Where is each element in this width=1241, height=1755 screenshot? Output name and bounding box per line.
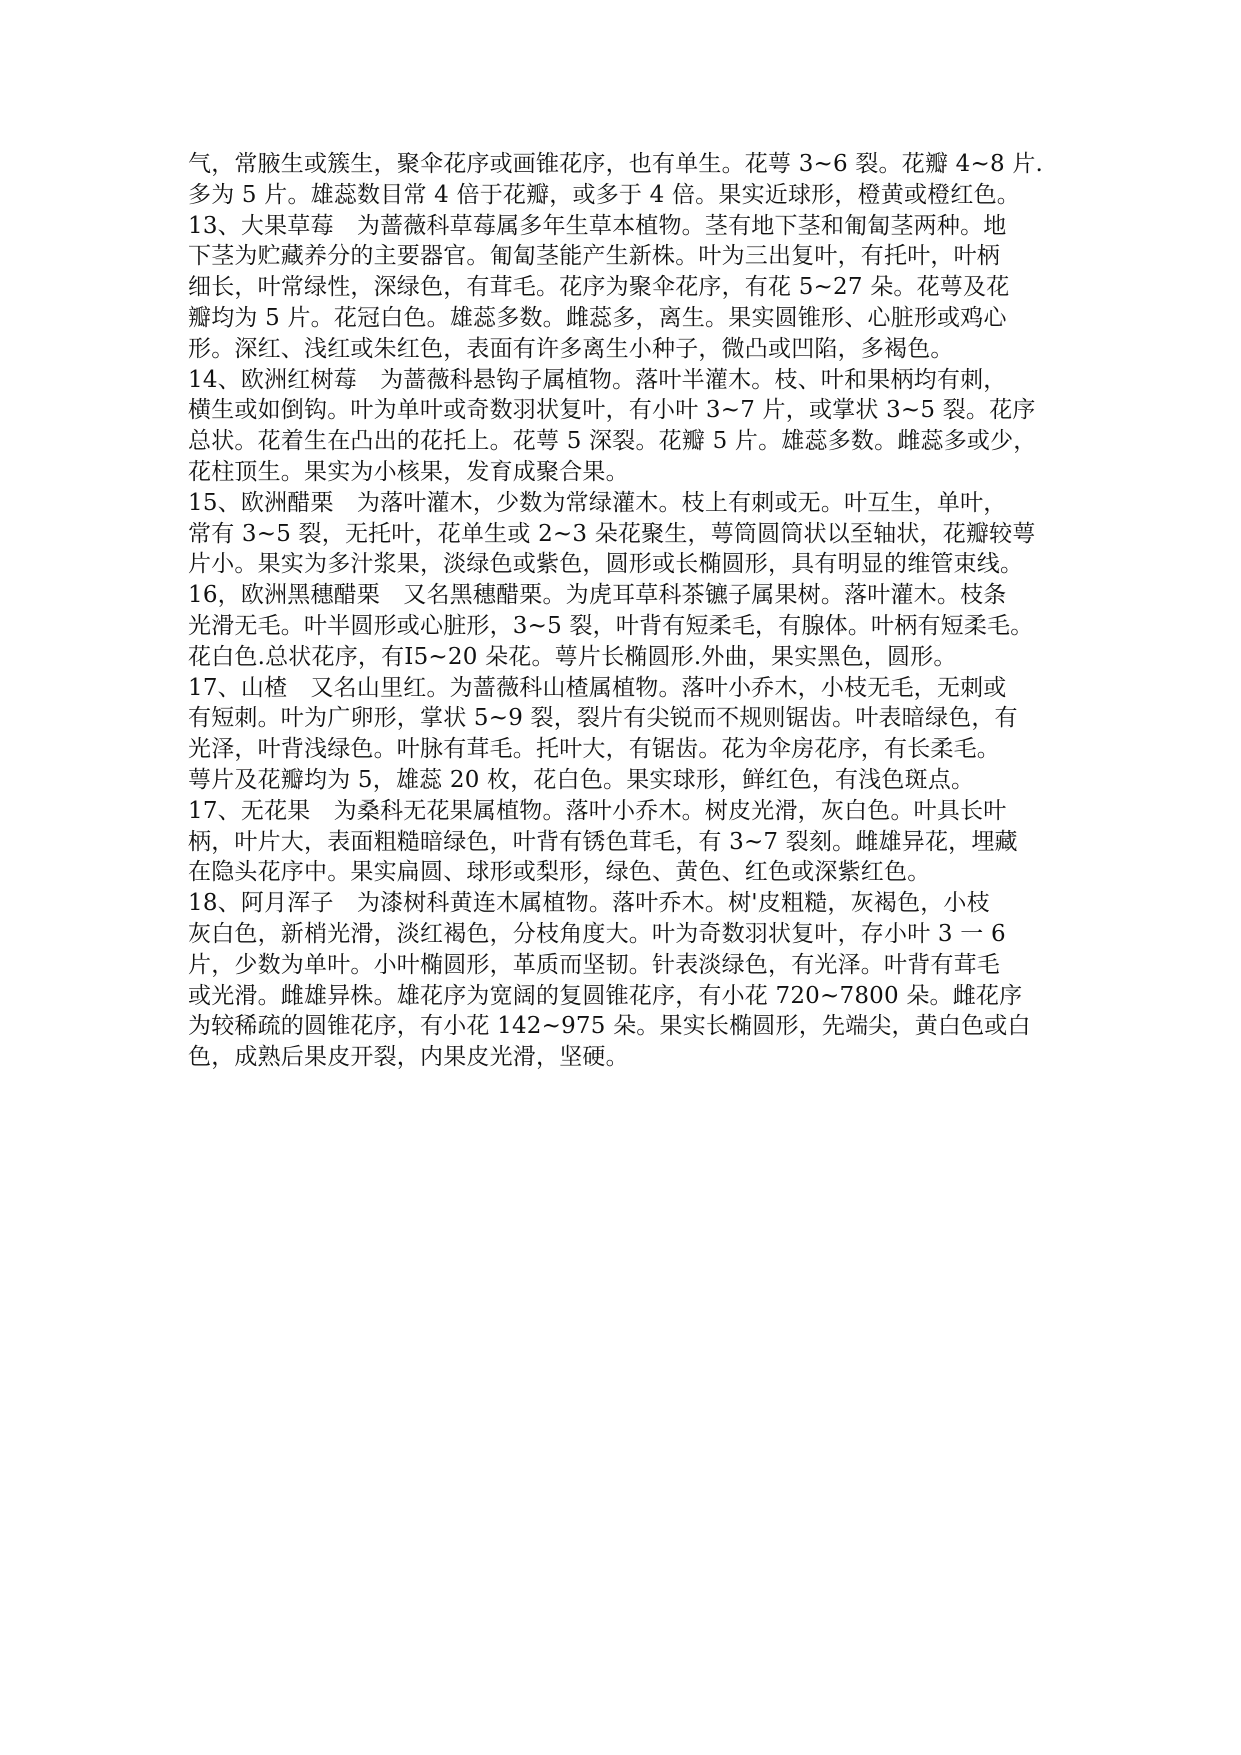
text-line: 花白色.总状花序，有Ⅰ5~20 朵花。萼片长椭圆形.外曲，果实黑色，圆形。 [188,643,957,670]
text-line: 15、欧洲醋栗 为落叶灌木，少数为常绿灌木。枝上有刺或无。叶互生，单叶， [188,489,1007,516]
text-line: 灰白色，新梢光滑，淡红褐色，分枝角度大。叶为奇数羽状复叶，存小叶 3 一 6 [188,920,1006,947]
text-line: 常有 3~5 裂，无托叶，花单生或 2~3 朵花聚生，萼筒圆筒状以至轴状，花瓣较萼 [188,520,1036,547]
text-line: 横生或如倒钩。叶为单叶或奇数羽状复叶，有小叶 3~7 片，或掌状 3~5 裂。花序 [188,397,1036,424]
text-line: 瓣均为 5 片。花冠白色。雄蕊多数。雌蕊多，离生。果实圆锥形、心脏形或鸡心 [188,304,1007,331]
document-body [188,149,1056,1073]
text-line: 细长，叶常绿性，深绿色，有茸毛。花序为聚伞花序，有花 5~27 朵。花萼及花 [188,274,1010,301]
text-line: 形。深红、浅红或朱红色，表面有许多离生小种子，微凸或凹陷，多褐色。 [188,335,954,362]
text-line: 为较稀疏的圆锥花序，有小花 142~975 朵。果实长椭圆形，先端尖，黄白色或白 [188,1013,1031,1040]
text-line: 色，成熟后果皮开裂，内果皮光滑，坚硬。 [188,1044,629,1071]
text-line: 14、欧洲红树莓 为蔷薇科悬钩子属植物。落叶半灌木。枝、叶和果柄均有刺， [188,366,1007,393]
text-line: 17、山楂 又名山里红。为蔷薇科山楂属植物。落叶小乔木，小枝无毛，无刺或 [188,674,1007,701]
text-line: 花柱顶生。果实为小核果，发育成聚合果。 [188,458,629,485]
text-line: 多为 5 片。雄蕊数目常 4 倍于花瓣，或多于 4 倍。果实近球形，橙黄或橙红色。 [188,181,1020,208]
text-line: 在隐头花序中。果实扁圆、球形或梨形，绿色、黄色、红色或深紫红色。 [188,859,931,886]
text-line: 16，欧洲黑穗醋栗 又名黑穗醋栗。为虎耳草科茶镳子属果树。落叶灌木。枝条 [188,582,1007,609]
text-line: 气，常腋生或簇生，聚伞花序或画锥花序，也有单生。花萼 3~6 裂。花瓣 4~8 片. [188,151,1044,177]
text-line: 下茎为贮藏养分的主要器官。匍匐茎能产生新株。叶为三出复叶，有托叶，叶柄 [188,243,1000,270]
text-line: 13、大果草莓 为蔷薇科草莓属多年生草本植物。茎有地下茎和匍匐茎两种。地 [188,212,1007,239]
text-line: 片小。果实为多汁浆果，淡绿色或紫色，圆形或长椭圆形，具有明显的维管束线。 [188,551,1024,578]
text-line: 柄，叶片大，表面粗糙暗绿色，叶背有锈色茸毛，有 3~7 裂刻。雌雄异花，埋藏 [188,828,1018,855]
text-line: 萼片及花瓣均为 5，雄蕊 20 枚，花白色。果实球形，鲜红色，有浅色斑点。 [188,766,975,793]
text-line: 片，少数为单叶。小叶椭圆形，革质而坚韧。针表淡绿色，有光泽。叶背有茸毛 [188,951,1000,978]
text-line: 光泽，叶背浅绿色。叶脉有茸毛。托叶大，有锯齿。花为伞房花序，有长柔毛。 [188,736,1000,763]
text-line: 18、阿月浑子 为漆树科黄连木属植物。落叶乔木。树'皮粗糙，灰褐色，小枝 [188,890,990,917]
text-line: 有短刺。叶为广卵形，掌状 5~9 裂，裂片有尖锐而不规则锯齿。叶表暗绿色，有 [188,705,1018,732]
text-line: 17、无花果 为桑科无花果属植物。落叶小乔木。树皮光滑，灰白色。叶具长叶 [188,797,1007,824]
text-line: 总状。花着生在凸出的花托上。花萼 5 深裂。花瓣 5 片。雄蕊多数。雌蕊多或少， [188,428,1037,455]
text-line: 或光滑。雌雄异株。雄花序为宽阔的复圆锥花序，有小花 720~7800 朵。雌花序 [188,982,1023,1009]
text-line: 光滑无毛。叶半圆形或心脏形，3~5 裂，叶背有短柔毛，有腺体。叶柄有短柔毛。 [188,612,1034,639]
